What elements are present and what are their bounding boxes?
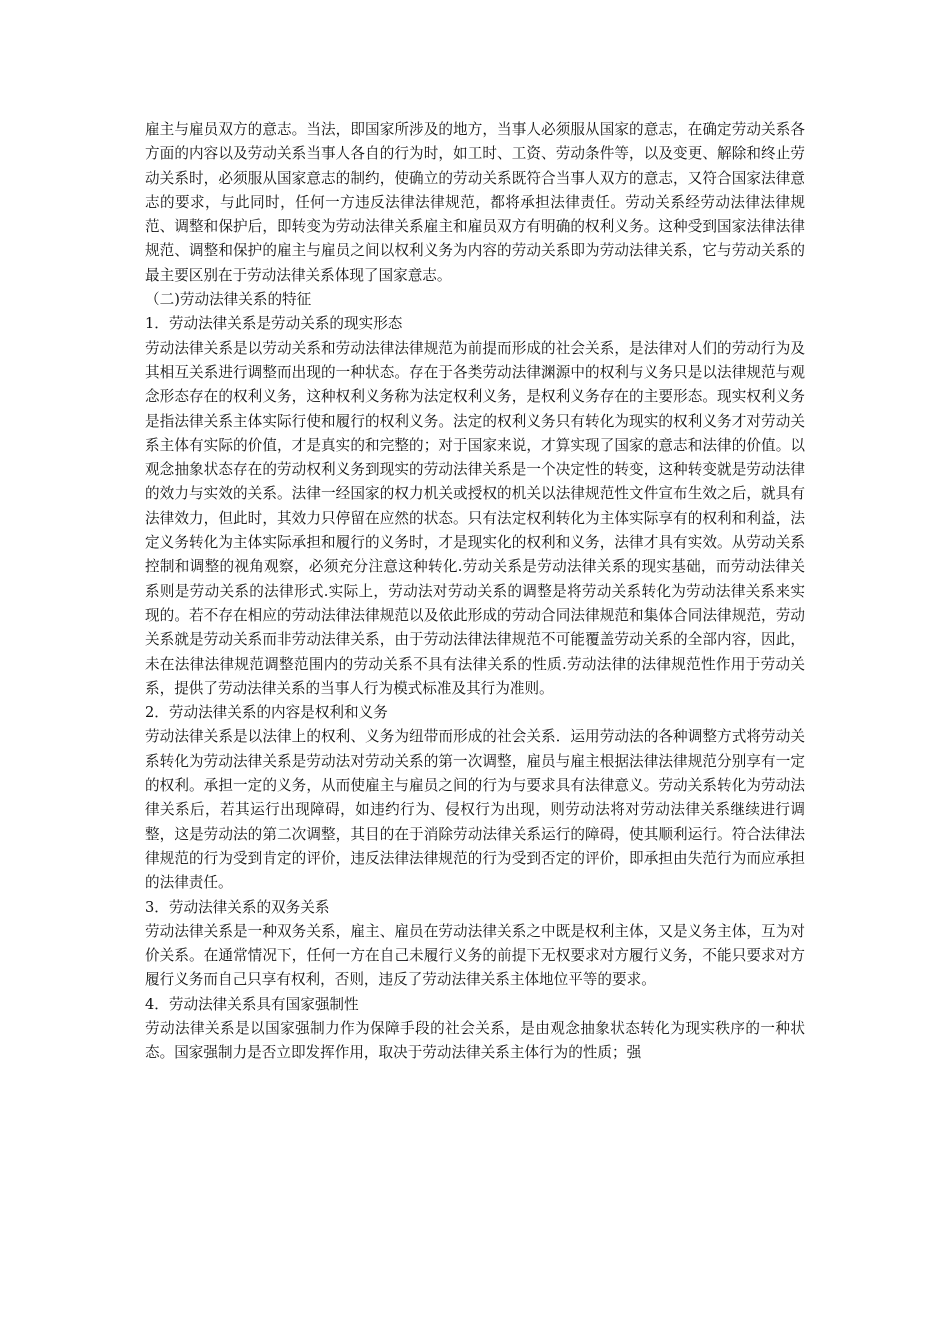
paragraph-state-coercion: 劳动法律关系是以国家强制力作为保障手段的社会关系，是由观念抽象状态转化为现实秩序的一种状态。国家强制力是否立即发挥作用，取决于劳动法律关系主体行为的性质；强 — [145, 1019, 805, 1062]
paragraph-national-will: 雇主与雇员双方的意志。当法，即国家所涉及的地方，当事人必须服从国家的意志，在确定劳动关系各方面的内容以及劳动关系当事人各自的行为时，如工时、工资、劳动条件等，以及变更、解除和终止劳动关系时，必须服从国家意志的制约，使确立的劳动关系既符合当事人双方的意志，又符合国家法律意志的要求，与此同时，任何一方违反法律法律规范，都将承担法律责任。劳动关系经劳动法律法律规范、调整和保护后，即转变为劳动法律关系雇主和雇员双方有明确的权利义务。这种受到国家法律法律规范、调整和保护的雇主与雇员之间以权利义务为内容的劳动关系即为劳动法律关系，它与劳动关系的最主要区别在于劳动法律关系体现了国家意志。 — [145, 121, 805, 284]
heading-3-bilateral: 3．劳动法律关系的双务关系 — [145, 898, 330, 916]
heading-2-rights-obligations: 2．劳动法律关系的内容是权利和义务 — [145, 704, 388, 722]
paragraph-bilateral: 劳动法律关系是一种双务关系，雇主、雇员在劳动法律关系之中既是权利主体，又是义务主体，互为对价关系。在通常情况下，任何一方在自己未履行义务的前提下无权要求对方履行义务，不能只要求对方履行义务而自己只享有权利，否则，违反了劳动法律关系主体地位平等的要求。 — [145, 922, 805, 989]
document-body — [145, 118, 805, 1066]
paragraph-rights-obligations: 劳动法律关系是以法律上的权利、义务为纽带而形成的社会关系．运用劳动法的各种调整方式将劳动关系转化为劳动法律关系是劳动法对劳动关系的第一次调整，雇员与雇主根据法律法律规范分别享有一定的权利。承担一定的义务，从而使雇主与雇员之间的行为与要求具有法律意义。劳动关系转化为劳动法律关系后，若其运行出现障碍，如违约行为、侵权行为出现，则劳动法将对劳动法律关系继续进行调整，这是劳动法的第二次调整，其目的在于消除劳动法律关系运行的障碍，使其顺利运行。符合法律法律规范的行为受到肯定的评价，违反法律法律规范的行为受到否定的评价，即承担由失范行为而应承担的法律责任。 — [145, 728, 805, 892]
heading-1-reality-form: 1．劳动法律关系是劳动关系的现实形态 — [145, 315, 403, 333]
section-heading-characteristics: （二)劳动法律关系的特征 — [145, 291, 312, 309]
paragraph-reality-form: 劳动法律关系是以劳动关系和劳动法律法律规范为前提而形成的社会关系，是法律对人们的劳动行为及其相互关系进行调整而出现的一种状态。存在于各类劳动法律渊源中的权利与义务只是以法律规范与观念形态存在的权利义务，这种权利义务称为法定权利义务，是权利义务存在的主要形态。现实权利义务是指法律关系主体实际行使和履行的权利义务。法定的权利义务只有转化为现实的权利义务才对劳动关系主体有实际的价值，才是真实的和完整的；对于国家来说，才算实现了国家的意志和法律的价值。以观念抽象状态存在的劳动权利义务到现实的劳动法律关系是一个决定性的转变，这种转变就是劳动法律的效力与实效的关系。法律一经国家的权力机关或授权的机关以法律规范性文件宣布生效之后，就具有法律效力，但此时，其效力只停留在应然的状态。只有法定权利转化为主体实际享有的权利和利益，法定义务转化为主体实际承担和履行的义务时，才是现实化的权利和义务，法律才具有实效。从劳动关系控制和调整的视角观察，必须充分注意这种转化.劳动关系是劳动法律关系的现实基础，而劳动法律关系则是劳动关系的法律形式.实际上，劳动法对劳动关系的调整是将劳动关系转化为劳动法律关系来实现的。若不存在相应的劳动法律法律规范以及依此形成的劳动合同法律规范和集体合同法律规范，劳动关系就是劳动关系而非劳动法律关系，由于劳动法律法律规范不可能覆盖劳动关系的全部内容，因此，未在法律法律规范调整范围内的劳动关系不具有法律关系的性质.劳动法律的法律规范性作用于劳动关系，提供了劳动法律关系的当事人行为模式标准及其行为准则。 — [145, 339, 805, 697]
heading-4-state-coercion: 4．劳动法律关系具有国家强制性 — [145, 995, 359, 1013]
